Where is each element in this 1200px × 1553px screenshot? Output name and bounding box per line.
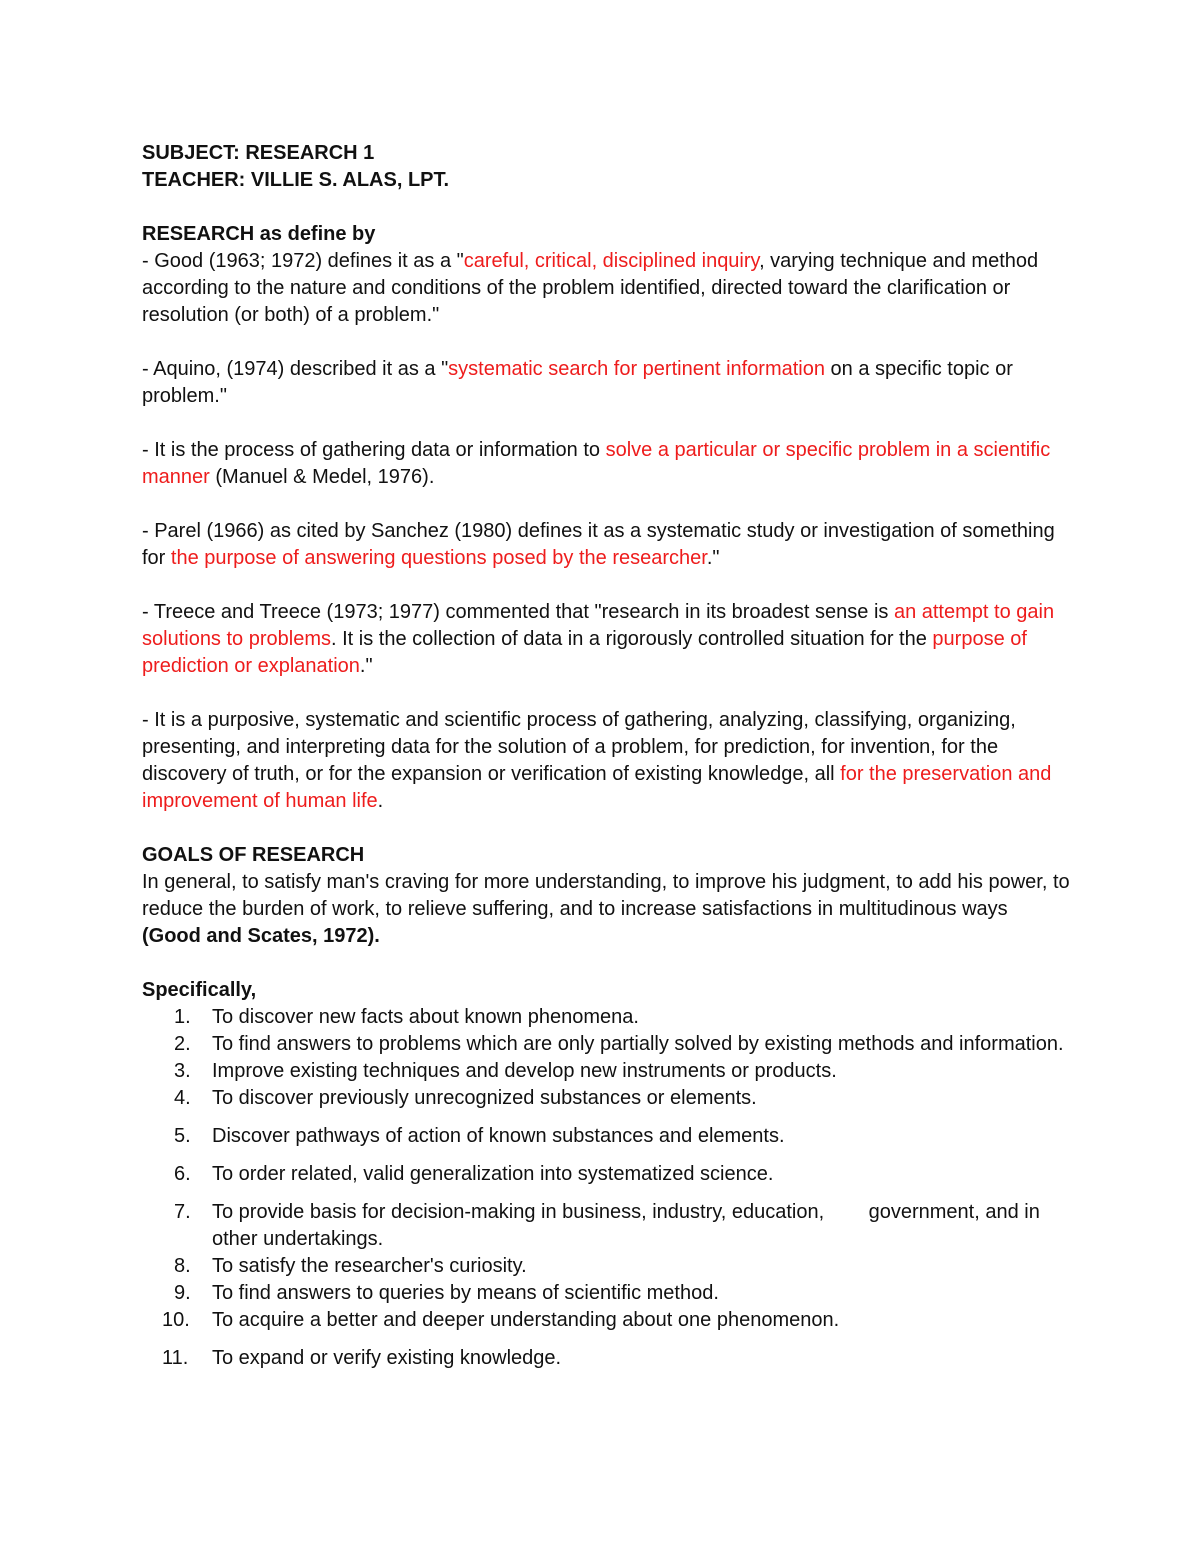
list-item (142, 1345, 1072, 1372)
goals-intro-citation: (Good and Scates, 1972). (142, 925, 380, 947)
definition-highlight: an attempt to gain solutions to problems (142, 601, 1055, 650)
list-number: 11. (162, 1347, 189, 1369)
spacer (142, 680, 1072, 707)
list-number: 1. (174, 1006, 191, 1028)
definition-purposive (142, 707, 1072, 815)
list-number: 10. (162, 1309, 190, 1331)
list-item-text: Discover pathways of action of known substances and elements. (212, 1125, 785, 1147)
definition-highlight: the purpose of answering questions posed by the researcher (170, 547, 707, 569)
goals-intro-text: In general, to satisfy man's craving for more understanding, to improve his judgment, to add his power, to reduce the burden of work, to relieve suffering, and to increase satisfactions in multitudinous ways (142, 871, 1070, 920)
list-number: 5. (174, 1125, 191, 1147)
definition-text: - Treece and Treece (1973; 1977) commented that "research in its broadest sense is (142, 601, 894, 623)
definition-highlight: solve a particular or specific problem in a scientific manner (142, 439, 1051, 488)
list-item-text: To discover previously unrecognized substances or elements. (212, 1087, 757, 1109)
definition-aquino (142, 356, 1072, 410)
list-number: 9. (174, 1282, 191, 1304)
list-item-text: To expand or verify existing knowledge. (212, 1347, 562, 1369)
document-page (142, 140, 1072, 1372)
list-item-text: To find answers to problems which are only partially solved by existing methods and information. (212, 1033, 1064, 1055)
list-number: 3. (174, 1060, 191, 1082)
definition-text: , varying technique and method according to the nature and conditions of the problem identified, directed toward the clarification or resolution (or both) of a problem." (142, 250, 1039, 326)
definition-highlight: careful, critical, disciplined inquiry (463, 250, 760, 272)
list-number: 7. (174, 1201, 191, 1223)
list-item (142, 1004, 1072, 1031)
spacer (142, 815, 1072, 842)
definition-text: ." (359, 655, 373, 677)
list-item-text: To provide basis for decision-making in business, industry, education, government, and in other undertakings. (212, 1201, 1046, 1250)
spacer (142, 491, 1072, 518)
definition-manuel-medel (142, 437, 1072, 491)
list-item (142, 1161, 1072, 1188)
list-item (142, 1123, 1072, 1150)
list-item (142, 1085, 1072, 1112)
specifically-heading: Specifically, (142, 979, 257, 1001)
list-item (142, 1253, 1072, 1280)
definition-text: - It is the process of gathering data or information to (142, 439, 606, 461)
list-item-text: To order related, valid generalization into systematized science. (212, 1163, 774, 1185)
definition-highlight: for the preservation and improvement of human life (142, 763, 1052, 812)
list-number: 6. (174, 1163, 191, 1185)
teacher-line: TEACHER: VILLIE S. ALAS, LPT. (142, 169, 450, 191)
definition-text: (Manuel & Medel, 1976). (209, 466, 435, 488)
spacer (142, 950, 1072, 977)
definition-highlight: purpose of prediction or explanation (142, 628, 1027, 677)
definition-text: . It is the collection of data in a rigorously controlled situation for the (330, 628, 933, 650)
list-number: 4. (174, 1087, 191, 1109)
definitions-heading: RESEARCH as define by (142, 223, 376, 245)
spacer (142, 329, 1072, 356)
definition-text: - Aquino, (1974) described it as a " (142, 358, 449, 380)
definition-text: - It is a purposive, systematic and scientific process of gathering, analyzing, classifying, organizing, presenting, and interpreting data for the solution of a problem, for prediction, for invention, for the discovery of truth, or for the expansion or verification of existing knowledge, all (142, 709, 1016, 785)
goals-list (142, 1004, 1072, 1372)
list-item (142, 1058, 1072, 1085)
definition-parel (142, 518, 1072, 572)
spacer (142, 194, 1072, 221)
list-item-text: Improve existing techniques and develop new instruments or products. (212, 1060, 837, 1082)
goals-intro (142, 869, 1072, 950)
list-item-text: To find answers to queries by means of scientific method. (212, 1282, 719, 1304)
definition-treece (142, 599, 1072, 680)
definition-text: on a specific topic or problem." (142, 358, 1013, 407)
definition-good (142, 248, 1072, 329)
list-item (142, 1307, 1072, 1334)
definition-text: ." (706, 547, 720, 569)
list-item-text: To acquire a better and deeper understanding about one phenomenon. (212, 1309, 840, 1331)
definition-text: - Good (1963; 1972) defines it as a " (142, 250, 464, 272)
list-item (142, 1031, 1072, 1058)
goals-heading: GOALS OF RESEARCH (142, 844, 365, 866)
definition-highlight: systematic search for pertinent information (448, 358, 825, 380)
list-item-text: To satisfy the researcher's curiosity. (212, 1255, 527, 1277)
definition-text: - Parel (1966) as cited by Sanchez (1980) defines it as a systematic study or investigation of something for (142, 520, 1055, 569)
list-item-text: To discover new facts about known phenomena. (212, 1006, 639, 1028)
spacer (142, 572, 1072, 599)
list-item (142, 1280, 1072, 1307)
list-number: 8. (174, 1255, 191, 1277)
spacer (142, 410, 1072, 437)
definition-text: . (377, 790, 384, 812)
list-number: 2. (174, 1033, 191, 1055)
list-item (142, 1199, 1072, 1253)
subject-line: SUBJECT: RESEARCH 1 (142, 142, 375, 164)
